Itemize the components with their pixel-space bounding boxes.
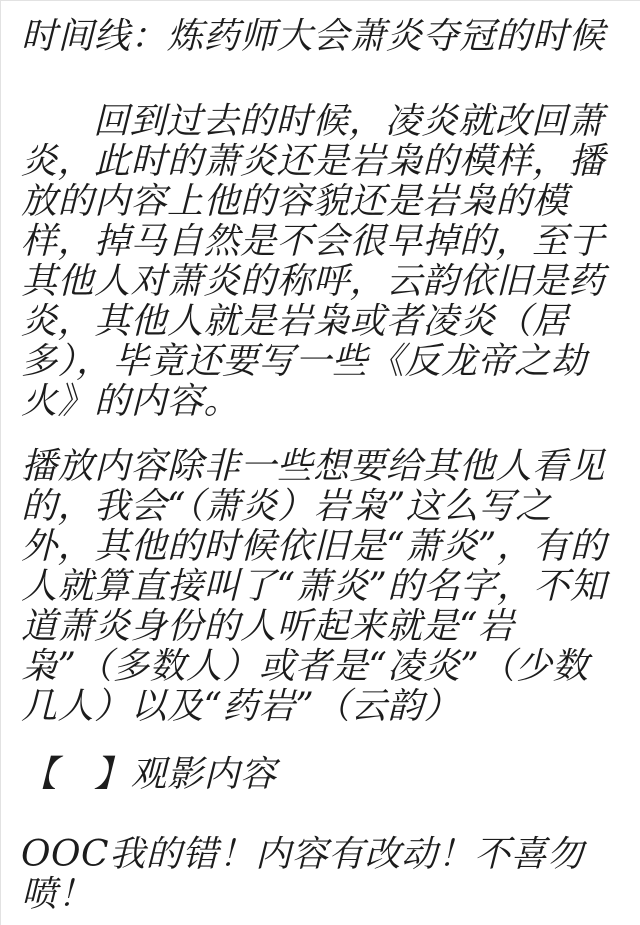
bracket-placeholder-line: 【 】观影内容 — [21, 754, 277, 795]
paragraph-naming-note: 播放内容除非一些想要给其他人看见的，我会“（萧炎）岩枭”这么写之外，其他的时候依旧是“萧炎”，有的人就算直接叫了“萧炎”的名字，不知道萧炎身份的人听起来就是“岩枭”（多数人）或者是“凌炎”（少数几人）以及“药岩”（云韵） — [21, 446, 607, 727]
document-title: 时间线：炼药师大会萧炎夺冠的时候 — [21, 16, 606, 57]
paragraph-timeline-note: 回到过去的时候，凌炎就改回萧炎，此时的萧炎还是岩枭的模样，播放的内容上他的容貌还是岩枭的模样，掉马自然是不会很早掉的，至于其他人对萧炎的称呼，云韵依旧是药炎，其他人就是岩枭或者凌炎（居多），毕竟还要写一些《反龙帝之劫火》的内容。 — [21, 101, 606, 422]
ooc-disclaimer: OOC我的错！内容有改动！不喜勿喷！ — [21, 834, 584, 915]
